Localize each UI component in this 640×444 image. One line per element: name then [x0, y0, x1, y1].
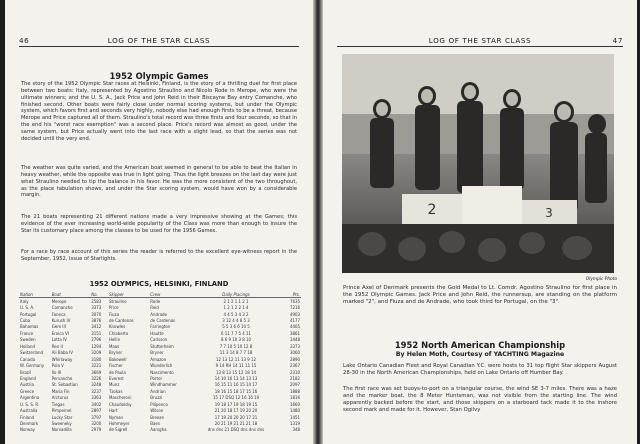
table-cell: 9 14 RH 14 11 11 15	[215, 363, 257, 369]
table-cell: 2583	[91, 298, 102, 304]
table-cell: France	[20, 330, 34, 336]
table-cell: 2182	[289, 375, 300, 381]
right-page	[323, 0, 637, 444]
table-cell: dns dns 21 DSQ dns dns dns	[207, 427, 265, 433]
table-cell: 2890	[289, 356, 300, 362]
table-row	[19, 427, 301, 433]
table-cell: Ilo III	[51, 369, 62, 375]
table-cell: 17 19 20 20 20 17 21	[214, 414, 258, 420]
column-header: Pts.	[279, 291, 301, 298]
table-cell: 3363	[91, 395, 102, 401]
page-number: 46	[19, 36, 30, 45]
table-cell: 11 3 14 8 7 7 18	[219, 350, 253, 356]
table-cell: Faneca	[51, 311, 66, 317]
running-header	[19, 36, 299, 46]
table-cell: 3060	[289, 350, 300, 356]
table-cell: Nascimento	[150, 369, 174, 375]
table-cell: Norway	[20, 427, 35, 433]
table-cell: Brazil	[20, 369, 31, 375]
table-cell: de Paula	[108, 369, 126, 375]
table-cell: Andrade	[150, 311, 167, 317]
table-cell: Knowles	[108, 324, 126, 330]
table-cell: Breeze	[150, 414, 164, 420]
article-title: 1952 Olympic Games	[109, 71, 209, 81]
table-cell: Lotta IV	[51, 337, 67, 343]
table-cell: Italy	[20, 298, 29, 304]
table-cell: 21 20 18 17 19 20 20	[214, 408, 258, 414]
table-cell: Bahamas	[20, 324, 39, 330]
table-cell: Wunderlich	[150, 363, 173, 369]
results-table	[19, 291, 301, 433]
table-cell: Maria Fin	[51, 388, 70, 394]
table-cell: Price	[108, 305, 119, 311]
table-cell: Stutterheim	[150, 343, 174, 349]
table-cell: Bakewell	[108, 356, 127, 362]
table-cell: Hautte	[150, 330, 164, 336]
paragraph: Lake Ontario Canadian Fleet and Royal Canadian Y.C. were hosts to 31 top flight Star skippers August 28-30 in the North American Championships, held on Lake Ontario off Humber Bay.	[343, 363, 617, 376]
table-cell: 3226	[91, 375, 102, 381]
table-cell: 4405	[289, 324, 300, 330]
table-cell: 13 8 13 15 12 18 14	[215, 369, 257, 375]
table-cell: U. S. A.	[20, 305, 35, 311]
table-cell: Andrian	[150, 388, 166, 394]
table-cell: Fischer	[108, 363, 123, 369]
table-cell: 2796	[91, 337, 102, 343]
table-cell: Rode	[150, 298, 161, 304]
table-cell: Aarsgha	[150, 427, 167, 433]
table-cell: 1660	[289, 401, 300, 407]
paragraph: The story of the 1952 Olympic Star races at Helsinki, Finland, is the story of a thrilling duel for first place between two boats: Italy, represented by Agostino Straulino and Nicolo Rode in Merope, who were the ultimate winners; and the U. S. A., Jack Price and John Reid in their Biscayne Bay entry Comanche, who finished second. Other boats were fairly close under normal scoring systems, but under the Olympic system, which favors first and seconds very highly, nobody else had enough firsts to be a threat, because Merope and Price captured all of them. Straulino's total record was three firsts and four seconds, so that in the end his "worst race exemption" was a second place. Price's record was almost as good, under the same system, but Price actually went into the last race with a slight lead, so that the series was not decided until the very end.	[21, 81, 297, 142]
column-header: Crew	[149, 291, 192, 298]
table-cell: Wilson	[150, 408, 164, 414]
svg-text:3: 3	[545, 206, 553, 220]
column-header: Daily Placings	[193, 291, 280, 298]
table-cell: 4 4 5 3 4 3 2	[223, 311, 249, 317]
table-cell: Maas	[108, 343, 120, 349]
table-cell: 1319	[289, 421, 300, 427]
table-cell: Sweeneky	[51, 421, 72, 427]
table-cell: Everest	[108, 375, 124, 381]
table-cell: Canada	[20, 356, 35, 362]
table-cell: Whirlaway	[51, 356, 73, 362]
running-header	[337, 36, 623, 46]
table-cell: 14 10 16 13 14 13 13	[214, 375, 258, 381]
header-rule	[337, 46, 623, 47]
table-cell: 2097	[289, 382, 300, 388]
table-cell: 18 16 15 18 17 15 16	[214, 388, 258, 394]
table-cell: Farrington	[150, 324, 171, 330]
table-cell: Straulino	[108, 298, 127, 304]
table-cell: 3237	[91, 388, 102, 394]
table-cell: Baes	[150, 421, 160, 427]
table-cell: England	[20, 375, 36, 381]
table-cell: 3861	[289, 330, 300, 336]
table-cell: Kurush IV	[51, 318, 71, 324]
table-cell: Chiaberto	[108, 330, 129, 336]
table-cell: Mascheroni	[108, 395, 132, 401]
table-cell: Carlsson	[150, 337, 168, 343]
photo-illustration	[342, 54, 614, 273]
table-cell: 12 13 12 11 13 9 12	[215, 356, 257, 362]
table-cell: 3209	[91, 350, 102, 356]
header-rule	[19, 46, 299, 47]
table-cell: 15 17 DSQ 12 16 16 19	[212, 395, 260, 401]
table-cell: Argentina	[20, 395, 40, 401]
table-row	[19, 298, 301, 305]
table-cell: 2310	[289, 369, 300, 375]
table-cell: 1451	[289, 414, 300, 420]
left-page	[5, 0, 313, 444]
table-cell: 3373	[289, 343, 300, 349]
table-cell: 5 5 3 6 6 10 5	[222, 324, 250, 330]
table-cell: de Cardenas	[108, 318, 134, 324]
table-cell: W. Germany	[20, 363, 45, 369]
table-cell: Ren II	[51, 343, 63, 349]
table-cell: Reid	[150, 305, 159, 311]
table-cell: 3876	[91, 318, 102, 324]
table-cell: 1294	[91, 343, 102, 349]
table-row	[19, 395, 301, 401]
table-cell: 7635	[289, 298, 300, 304]
table-cell: 2367	[289, 363, 300, 369]
table-cell: Sweden	[20, 337, 36, 343]
table-cell: Hohmeyer	[108, 421, 130, 427]
table-cell: 3402	[91, 401, 102, 407]
table-cell: 3151	[91, 330, 102, 336]
table-cell: 4177	[289, 318, 300, 324]
table-cell: Holland	[20, 343, 35, 349]
column-header: Skipper	[108, 291, 149, 298]
table-cell: Arcturus	[51, 395, 69, 401]
table-cell: 19 18 17 19 18 19 15	[214, 401, 258, 407]
table-cell: 3248	[91, 382, 102, 388]
table-cell: Lucky Star	[51, 414, 73, 420]
byline: By Helen Moth, Courtesy of YACHTING Magazine	[395, 351, 565, 358]
table-cell: St. Sebastian	[51, 382, 78, 388]
photo-credit: Olympic Photo	[585, 277, 617, 282]
table-cell: 1 2 1 2 2 1 4	[223, 305, 249, 311]
paragraph: For a race by race account of this series the reader is referred to the excellent eye-witness report in the September, 1952, Issue of Starlights.	[21, 249, 297, 262]
table-cell: Denmark	[20, 421, 39, 427]
table-cell: Tzokas	[108, 388, 123, 394]
table-cell: 1480	[289, 408, 300, 414]
table-cell: Bruzzi	[150, 395, 163, 401]
table-cell: Ali Baba IV	[51, 350, 74, 356]
table-cell: Switzerland	[20, 350, 43, 356]
table-cell: 8 6 9 10 3 8 10	[220, 337, 252, 343]
medal-ceremony-photo	[342, 54, 614, 273]
table-cell: 2979	[91, 427, 102, 433]
table-title: 1952 OLYMPICS, HELSINKI, FINLAND	[89, 280, 229, 288]
paragraph: The first race was set buoys-to-port on a triangular course, the wind SE 3-7 miles. There was a haze and the marker boat, the 8 Meter Huntsman, was not visible from the starting line. The wind apparently backed before the start, and those skippers on a starboard tack made it to the inshore second mark and made for it. However, Stan Ogilvy	[343, 386, 617, 413]
table-cell: 3 12 4 4 8 5 3	[222, 318, 250, 324]
table-cell: 7216	[289, 305, 300, 311]
table-cell: Fiuza	[108, 311, 119, 317]
table-cell: Chaudolsky	[108, 401, 132, 407]
table-cell: Greece	[20, 388, 35, 394]
table-cell: 2 1 2 1 1 2 1	[223, 298, 249, 304]
table-cell: Pilipenco	[150, 401, 168, 407]
paragraph: The 21 boats representing 21 different nations made a very impressive showing at the Games; this evidence of the ever increasing world-wide popularity of the Class was more than enough to insure the Star its customary place among the classes to be used for the 1956 Games.	[21, 214, 297, 234]
table-cell: Austria	[20, 382, 34, 388]
table-cell: 3669	[91, 369, 102, 375]
table-cell: 3448	[289, 337, 300, 343]
table-cell: 1816	[289, 395, 300, 401]
table-cell: U. S. S. R.	[20, 401, 40, 407]
table-cell: 20 21 19 21 21 21 18	[214, 421, 258, 427]
table-cell: 4903	[289, 311, 300, 317]
table-cell: 3221	[91, 363, 102, 369]
table-cell: Bryner	[150, 350, 164, 356]
table-cell: Bryner	[108, 350, 123, 356]
photo-caption: Prince Axel of Denmark presents the Gold Medal to Lt. Comdr. Agostino Straulino for first place in the 1952 Olympic Games. Jack Price and John Reid, the runnersup, are standing on the platform marked "2", and Fiuza and de Andrade, who took third for Portugal, on the "3".	[343, 285, 617, 306]
table-cell: Finland	[20, 414, 35, 420]
table-body	[19, 298, 301, 434]
column-header: Nation	[19, 291, 51, 298]
paragraph: The weather was quite varied, and the American boat seemed in general to be able to beat the Italian in heavy weather, while the opposite was true in light going. Thus the light breezes on the last day were just what Straulino needed to tip the balance in his favor. He was the more consistent of the two throughout, as the place tabulation shows, and under the Star scoring system, would have won by a considerable margin.	[21, 165, 297, 199]
table-cell: 348	[292, 427, 300, 433]
table-cell: Cuba	[20, 318, 31, 324]
table-cell: Hellin	[108, 337, 121, 343]
table-cell: 3373	[91, 305, 102, 311]
table-cell: 2897	[91, 408, 102, 414]
table-cell: Merope	[51, 298, 67, 304]
table-cell: 16 15 11 16 15 14 17	[214, 382, 258, 388]
article-title: 1952 North American Championship	[394, 340, 566, 350]
table-cell: Amazon	[150, 356, 167, 362]
table-cell: Hart	[108, 408, 118, 414]
table-cell: Portugal	[20, 311, 37, 317]
table-cell: Norvadilla	[51, 427, 72, 433]
running-head: LOG OF THE STAR CLASS	[107, 36, 211, 45]
table-cell: de Cardenas	[150, 318, 176, 324]
table-cell: 6 11 7 7 5 4 11	[220, 330, 252, 336]
table-cell: Pervanche	[51, 375, 73, 381]
table-cell: Australia	[20, 408, 38, 414]
table-cell: Porter	[150, 375, 163, 381]
svg-text:2: 2	[427, 202, 437, 218]
table-cell: 3070	[91, 311, 102, 317]
column-header: No.	[90, 291, 108, 298]
table-cell: Eroica VI	[51, 330, 69, 336]
table-cell: Windhammer	[150, 382, 177, 388]
table-cell: Pola V	[51, 363, 64, 369]
table-cell: 7 7 10 5 10 12 8	[219, 343, 253, 349]
column-header: Boat	[51, 291, 90, 298]
table-cell: 3412	[91, 324, 102, 330]
page-number: 47	[612, 36, 623, 45]
table-cell: 3200	[91, 421, 102, 427]
table-cell: 1888	[289, 388, 300, 394]
table-cell: Munz	[108, 382, 120, 388]
table-cell: Gem III	[51, 324, 66, 330]
table-cell: Tiegas	[51, 401, 65, 407]
table-cell: 3180	[91, 356, 102, 362]
table-cell: Pimpernel	[51, 408, 72, 414]
book-gutter	[313, 0, 323, 444]
table-cell: 3797	[91, 414, 102, 420]
table-cell: Nyman	[108, 414, 123, 420]
running-head: LOG OF THE STAR CLASS	[428, 36, 532, 45]
table-cell: Comanche	[51, 305, 73, 311]
table-cell: de Sigrell	[108, 427, 128, 433]
